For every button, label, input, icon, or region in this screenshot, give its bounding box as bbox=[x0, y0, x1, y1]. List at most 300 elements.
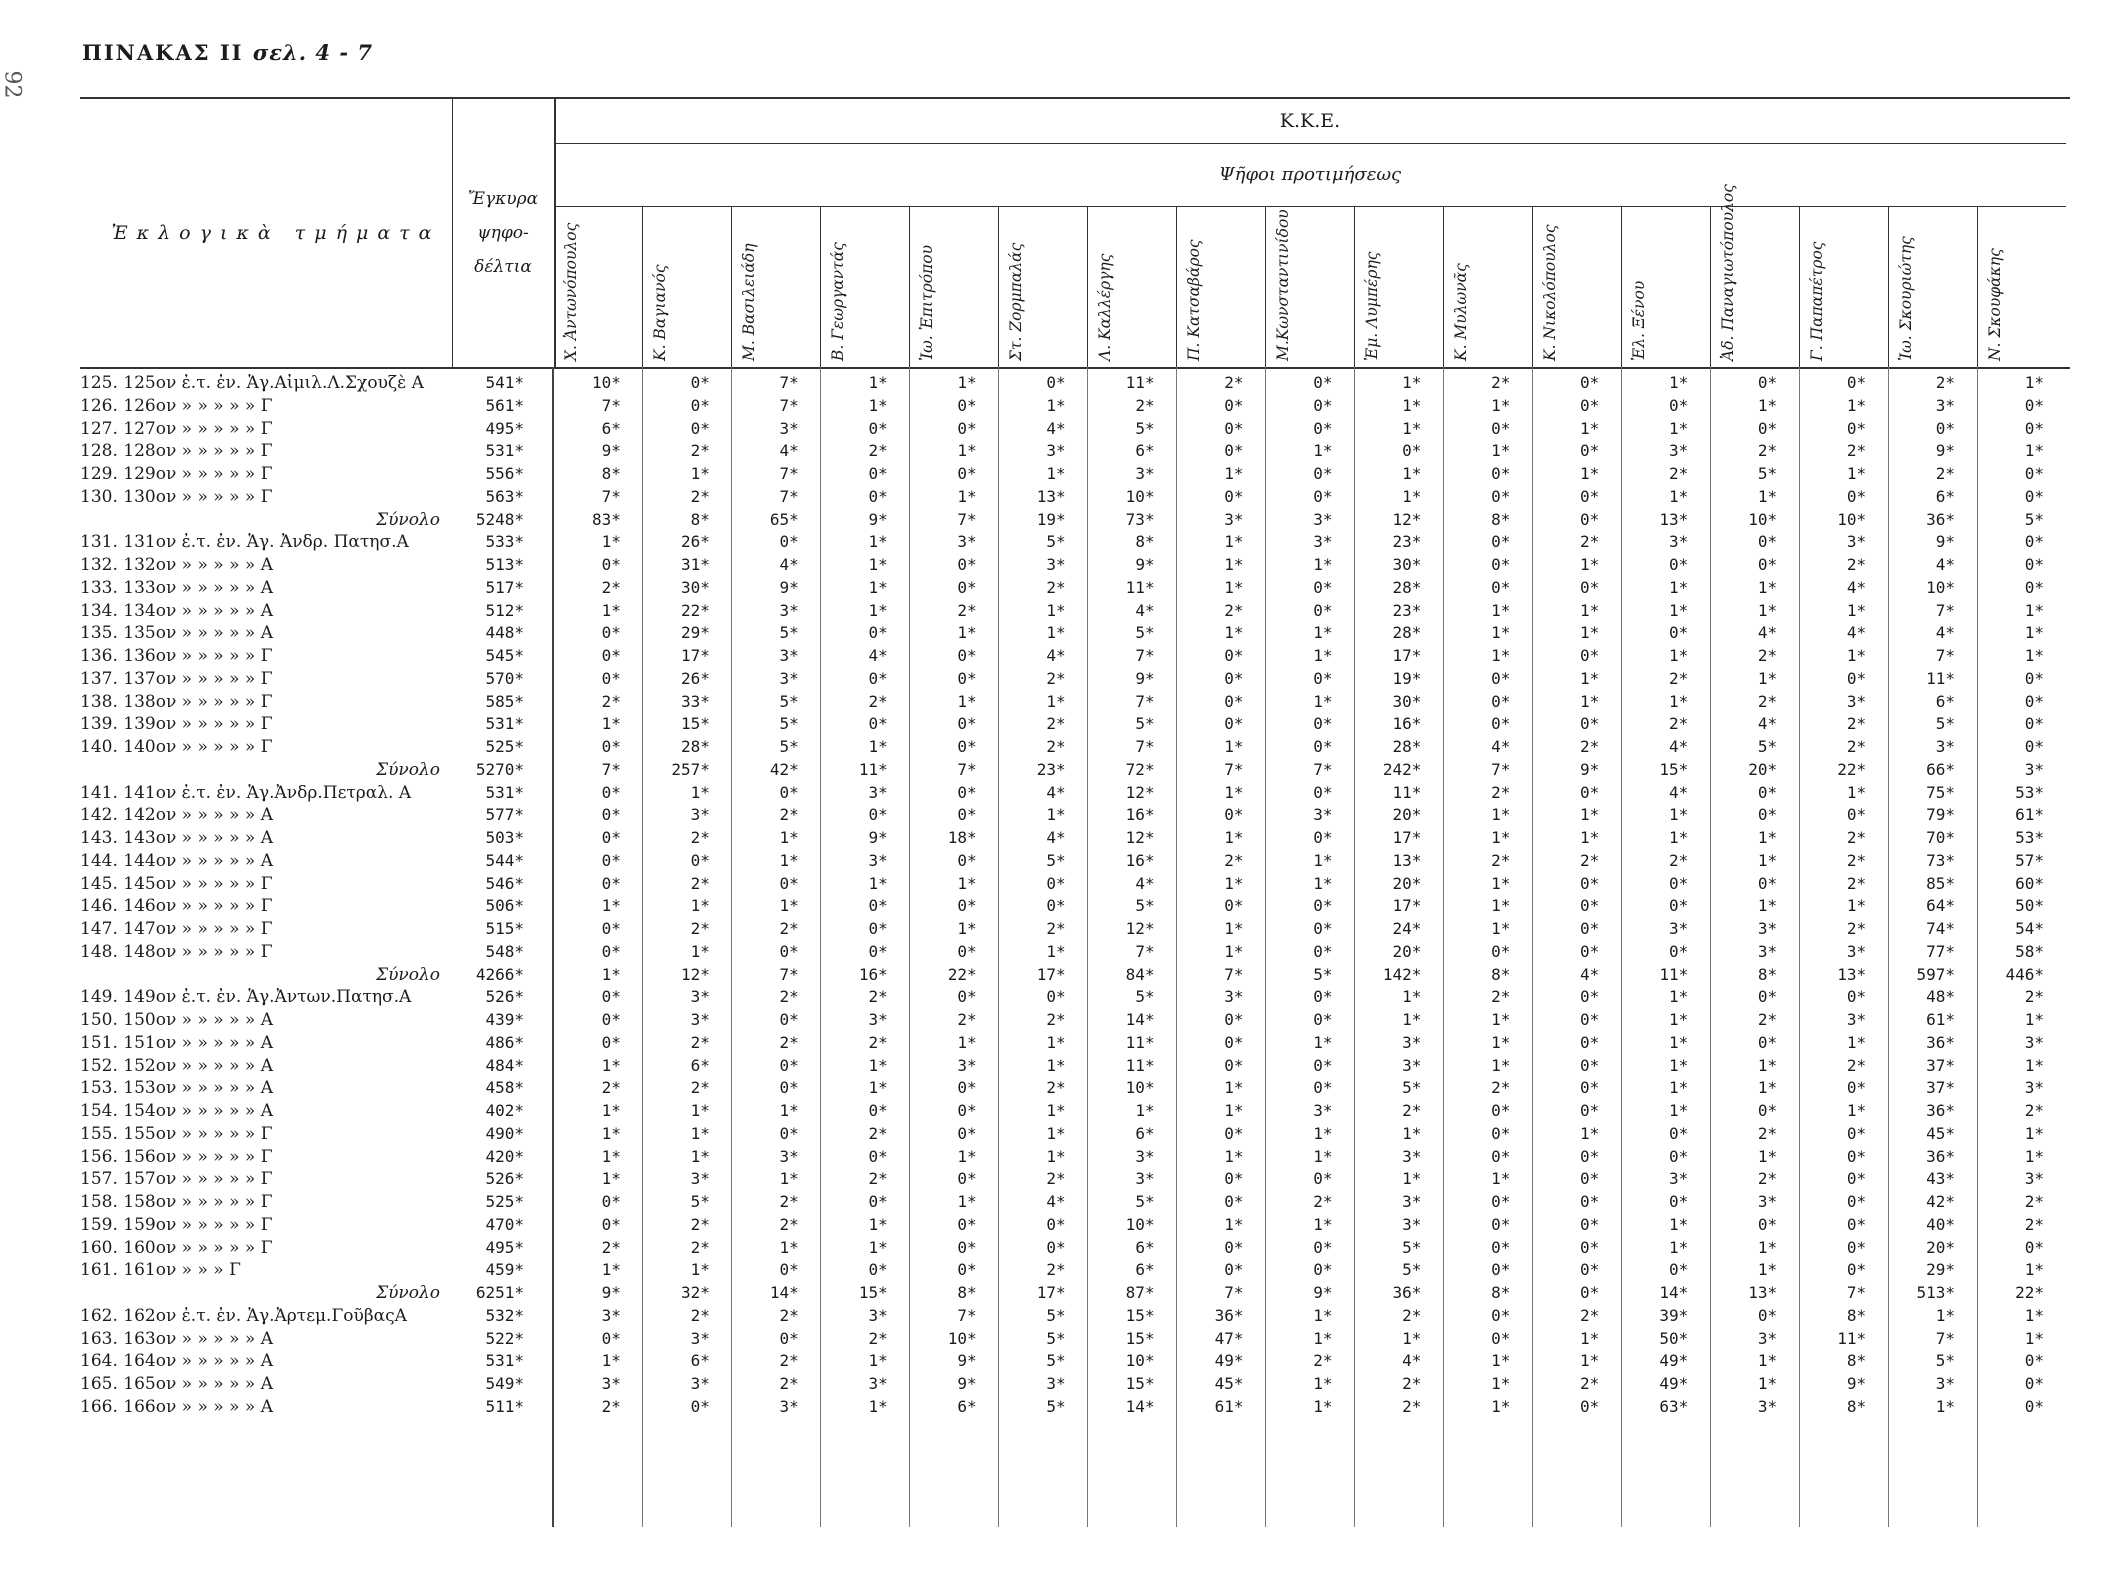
candidate-name: Μ. Βασιλειάδη bbox=[740, 243, 758, 361]
vote-cell: 0* bbox=[1313, 1078, 1333, 1098]
vote-cell: 1* bbox=[1491, 828, 1511, 847]
vote-cell: 1* bbox=[779, 1237, 799, 1257]
vote-cell: 9* bbox=[957, 1374, 977, 1393]
district-label: Σύνολο bbox=[376, 759, 440, 780]
district-label: 155. 155ον » » » » » Γ bbox=[80, 1123, 273, 1144]
vote-cell: 0* bbox=[1313, 600, 1333, 620]
district-label: 148. 148ον » » » » » Γ bbox=[80, 941, 273, 962]
vote-cell: 0* bbox=[1668, 1123, 1689, 1143]
vote-cell: 2* bbox=[1224, 850, 1244, 870]
vote-cell: 4* bbox=[1046, 646, 1066, 665]
vote-cell: 1* bbox=[1757, 668, 1778, 688]
vote-cell: 7* bbox=[779, 373, 799, 392]
vote-cell: 2* bbox=[601, 1078, 621, 1098]
vote-cell: 1* bbox=[957, 373, 977, 392]
vote-cell: 1* bbox=[1491, 1374, 1511, 1393]
table-row bbox=[80, 622, 2070, 645]
candidate-name: Ἰω. Σκουριώτης bbox=[1897, 236, 1915, 361]
vote-cell: 2* bbox=[779, 805, 799, 825]
vote-cell: 7* bbox=[779, 964, 799, 984]
vote-cell: 1* bbox=[1668, 600, 1689, 620]
vote-cell: 0* bbox=[1491, 555, 1511, 574]
vote-cell: 1* bbox=[1402, 373, 1422, 392]
vote-cell: 0* bbox=[1580, 714, 1600, 734]
vote-cell: 7* bbox=[779, 486, 799, 506]
vote-cell: 0* bbox=[868, 668, 888, 688]
vote-cell: 1* bbox=[1935, 1305, 1956, 1325]
vote-cell: 60* bbox=[2015, 873, 2044, 893]
vote-cell: 7* bbox=[1135, 737, 1155, 756]
vote-cell: 20* bbox=[1392, 805, 1422, 825]
vote-cell: 1* bbox=[1224, 782, 1244, 802]
vote-cell: 5* bbox=[1402, 1237, 1422, 1257]
vote-cell: 0* bbox=[1224, 896, 1244, 916]
vote-cell: 0* bbox=[1313, 418, 1333, 438]
header-preference-votes: Ψῆφοι προτιμήσεως bbox=[554, 143, 2066, 207]
vote-cell: 1* bbox=[1580, 600, 1600, 620]
vote-cell: 0* bbox=[2024, 1374, 2044, 1393]
vote-cell: 0* bbox=[1491, 1123, 1511, 1143]
valid-ballots-cell: 549* bbox=[485, 1374, 524, 1393]
vote-cell: 0* bbox=[779, 941, 799, 961]
vote-cell: 1* bbox=[1224, 1214, 1244, 1234]
vote-cell: 3* bbox=[1402, 1055, 1422, 1075]
vote-cell: 0* bbox=[1757, 418, 1778, 438]
vote-cell: 1* bbox=[1313, 1032, 1333, 1052]
vote-cell: 16* bbox=[1125, 850, 1155, 870]
vote-cell: 2* bbox=[690, 1237, 710, 1257]
vote-cell: 7* bbox=[1935, 600, 1956, 620]
vote-cell: 513* bbox=[1916, 1283, 1956, 1302]
vote-cell: 3* bbox=[1402, 1192, 1422, 1211]
candidate-header-1 bbox=[643, 206, 732, 367]
vote-cell: 8* bbox=[690, 509, 710, 529]
vote-cell: 0* bbox=[1580, 919, 1600, 938]
vote-cell: 0* bbox=[601, 1192, 621, 1211]
vote-cell: 17* bbox=[1036, 964, 1066, 984]
vote-cell: 5* bbox=[1757, 737, 1778, 756]
vote-cell: 0* bbox=[957, 1078, 977, 1098]
vote-cell: 5* bbox=[2024, 509, 2044, 529]
district-label: 159. 159ον » » » » » Γ bbox=[80, 1214, 273, 1235]
vote-cell: 1* bbox=[957, 441, 977, 461]
vote-cell: 2* bbox=[1580, 1374, 1600, 1393]
vote-cell: 5* bbox=[1935, 1351, 1956, 1371]
vote-cell: 0* bbox=[779, 1010, 799, 1029]
vote-cell: 1* bbox=[1846, 395, 1867, 415]
vote-cell: 4* bbox=[1668, 782, 1689, 802]
vote-cell: 2* bbox=[868, 1032, 888, 1052]
vote-cell: 29* bbox=[680, 623, 710, 643]
vote-cell: 23* bbox=[1036, 759, 1066, 779]
table-row bbox=[80, 1305, 2070, 1328]
vote-cell: 1* bbox=[957, 1192, 977, 1211]
vote-cell: 7* bbox=[779, 464, 799, 483]
vote-cell: 31* bbox=[680, 555, 710, 574]
vote-cell: 0* bbox=[1313, 395, 1333, 415]
vote-cell: 2* bbox=[1757, 1010, 1778, 1029]
table-row bbox=[80, 1237, 2070, 1260]
vote-cell: 9* bbox=[1313, 1283, 1333, 1302]
table-row bbox=[80, 418, 2070, 441]
vote-cell: 49* bbox=[1214, 1351, 1244, 1371]
vote-cell: 0* bbox=[1224, 1032, 1244, 1052]
vote-cell: 3* bbox=[1757, 1192, 1778, 1211]
vote-cell: 5* bbox=[1135, 1192, 1155, 1211]
vote-cell: 3* bbox=[1668, 532, 1689, 552]
district-label: 129. 129ον » » » » » Γ bbox=[80, 464, 273, 484]
valid-ballots-cell: 515* bbox=[485, 919, 524, 938]
candidate-header-10 bbox=[1444, 206, 1533, 367]
vote-cell: 10* bbox=[1125, 1078, 1155, 1098]
vote-cell: 0* bbox=[601, 1010, 621, 1029]
valid-ballots-cell: 522* bbox=[485, 1328, 524, 1348]
vote-cell: 3* bbox=[601, 1305, 621, 1325]
vote-cell: 1* bbox=[1491, 395, 1511, 415]
vote-cell: 7* bbox=[601, 486, 621, 506]
vote-cell: 1* bbox=[1491, 1010, 1511, 1029]
vote-cell: 1* bbox=[601, 1169, 621, 1189]
vote-cell: 7* bbox=[957, 509, 977, 529]
table-row bbox=[80, 668, 2070, 691]
vote-cell: 1* bbox=[601, 1260, 621, 1280]
vote-cell: 1* bbox=[1668, 1055, 1689, 1075]
table-row bbox=[80, 1032, 2070, 1055]
vote-cell: 9* bbox=[1935, 532, 1956, 552]
vote-cell: 1* bbox=[2024, 1328, 2044, 1348]
vote-cell: 15* bbox=[1125, 1305, 1155, 1325]
vote-cell: 1* bbox=[601, 964, 621, 984]
vote-cell: 5* bbox=[1935, 714, 1956, 734]
table-row bbox=[80, 1077, 2070, 1100]
vote-cell: 3* bbox=[1224, 509, 1244, 529]
valid-ballots-cell: 563* bbox=[485, 486, 524, 506]
vote-cell: 87* bbox=[1125, 1283, 1155, 1302]
vote-cell: 2* bbox=[1491, 1078, 1511, 1098]
vote-cell: 1* bbox=[1757, 1055, 1778, 1075]
valid-ballots-cell: 506* bbox=[485, 896, 524, 916]
vote-cell: 50* bbox=[1659, 1328, 1689, 1348]
vote-cell: 1* bbox=[1668, 373, 1689, 392]
vote-cell: 2* bbox=[690, 1305, 710, 1325]
vote-cell: 54* bbox=[2015, 919, 2044, 938]
vote-cell: 0* bbox=[1846, 1169, 1867, 1189]
vote-cell: 4* bbox=[1491, 737, 1511, 756]
vote-cell: 0* bbox=[601, 919, 621, 938]
vote-cell: 2* bbox=[1046, 919, 1066, 938]
vote-cell: 4* bbox=[1046, 828, 1066, 847]
vote-cell: 1* bbox=[1757, 395, 1778, 415]
vote-cell: 0* bbox=[1846, 373, 1867, 392]
vote-cell: 77* bbox=[1926, 941, 1956, 961]
vote-cell: 11* bbox=[1125, 577, 1155, 597]
vote-cell: 0* bbox=[1313, 919, 1333, 938]
vote-cell: 37* bbox=[1926, 1055, 1956, 1075]
vote-cell: 1* bbox=[1224, 532, 1244, 552]
vote-cell: 1* bbox=[1668, 1010, 1689, 1029]
vote-cell: 0* bbox=[1846, 418, 1867, 438]
candidate-header-8 bbox=[1266, 206, 1355, 367]
vote-cell: 0* bbox=[779, 873, 799, 893]
vote-cell: 0* bbox=[1224, 395, 1244, 415]
vote-cell: 1* bbox=[957, 1032, 977, 1052]
vote-cell: 7* bbox=[601, 759, 621, 779]
vote-cell: 17* bbox=[1036, 1283, 1066, 1302]
vote-cell: 0* bbox=[957, 555, 977, 574]
vote-cell: 4* bbox=[1935, 555, 1956, 574]
vote-cell: 0* bbox=[1580, 373, 1600, 392]
vote-cell: 0* bbox=[2024, 418, 2044, 438]
valid-ballots-cell: 577* bbox=[485, 805, 524, 825]
vote-cell: 2* bbox=[1402, 1396, 1422, 1416]
vote-cell: 2* bbox=[779, 1374, 799, 1393]
vote-cell: 3* bbox=[868, 1305, 888, 1325]
vote-cell: 0* bbox=[1580, 941, 1600, 961]
vote-cell: 0* bbox=[1224, 1010, 1244, 1029]
vote-cell: 9* bbox=[1580, 759, 1600, 779]
vote-cell: 2* bbox=[1846, 1055, 1867, 1075]
vote-cell: 2* bbox=[1757, 1123, 1778, 1143]
vote-cell: 2* bbox=[1046, 737, 1066, 756]
vote-cell: 28* bbox=[1392, 623, 1422, 643]
table-row bbox=[80, 1168, 2070, 1191]
vote-cell: 3* bbox=[1046, 555, 1066, 574]
vote-cell: 3* bbox=[779, 600, 799, 620]
valid-ballots-cell: 513* bbox=[485, 555, 524, 574]
vote-cell: 2* bbox=[868, 441, 888, 461]
vote-cell: 0* bbox=[601, 623, 621, 643]
vote-cell: 1* bbox=[1757, 486, 1778, 506]
table-row bbox=[80, 895, 2070, 918]
vote-cell: 3* bbox=[868, 850, 888, 870]
vote-cell: 0* bbox=[1757, 1214, 1778, 1234]
vote-cell: 0* bbox=[957, 1101, 977, 1120]
vote-cell: 0* bbox=[1580, 1169, 1600, 1189]
vote-cell: 11* bbox=[1392, 782, 1422, 802]
district-label: 160. 160ον » » » » » Γ bbox=[80, 1237, 273, 1258]
vote-cell: 3* bbox=[957, 532, 977, 552]
vote-cell: 0* bbox=[779, 1260, 799, 1280]
vote-cell: 13* bbox=[1036, 486, 1066, 506]
vote-cell: 9* bbox=[779, 577, 799, 597]
vote-cell: 3* bbox=[1135, 1169, 1155, 1189]
valid-ballots-cell: 439* bbox=[485, 1010, 524, 1029]
vote-cell: 1* bbox=[1491, 873, 1511, 893]
vote-cell: 1* bbox=[601, 532, 621, 552]
vote-cell: 84* bbox=[1125, 964, 1155, 984]
district-label: 151. 151ον » » » » » Α bbox=[80, 1032, 273, 1053]
vote-cell: 2* bbox=[1668, 850, 1689, 870]
valid-ballots-cell: 495* bbox=[485, 1237, 524, 1257]
vote-cell: 0* bbox=[957, 1169, 977, 1189]
vote-cell: 0* bbox=[1757, 873, 1778, 893]
vote-cell: 1* bbox=[1046, 1146, 1066, 1166]
vote-cell: 3* bbox=[1402, 1214, 1422, 1234]
vote-cell: 49* bbox=[1659, 1351, 1689, 1371]
table-row bbox=[80, 782, 2070, 805]
vote-cell: 8* bbox=[1491, 964, 1511, 984]
valid-ballots-cell: 531* bbox=[485, 1351, 524, 1371]
vote-cell: 1* bbox=[1313, 1328, 1333, 1348]
valid-ballots-cell: 495* bbox=[485, 418, 524, 438]
vote-cell: 1* bbox=[779, 896, 799, 916]
header-valid-ballots bbox=[452, 99, 556, 367]
vote-cell: 14* bbox=[1659, 1283, 1689, 1302]
vote-cell: 15* bbox=[858, 1283, 888, 1302]
district-label: 140. 140ον » » » » » Γ bbox=[80, 737, 273, 757]
vote-cell: 2* bbox=[2024, 987, 2044, 1007]
vote-cell: 1* bbox=[690, 464, 710, 483]
vote-cell: 1* bbox=[1491, 896, 1511, 916]
vote-cell: 3* bbox=[1846, 1010, 1867, 1029]
district-label: 149. 149ον ἐ.τ. ἐν. Ἁγ.Ἀντων.Πατησ.Α bbox=[80, 987, 412, 1008]
vote-cell: 3* bbox=[1846, 532, 1867, 552]
vote-cell: 1* bbox=[1046, 464, 1066, 483]
vote-cell: 1* bbox=[1402, 486, 1422, 506]
vote-cell: 0* bbox=[601, 668, 621, 688]
vote-cell: 1* bbox=[690, 941, 710, 961]
table-row bbox=[80, 1396, 2070, 1419]
vote-cell: 1* bbox=[1580, 691, 1600, 711]
vote-cell: 47* bbox=[1214, 1328, 1244, 1348]
vote-cell: 1* bbox=[1846, 464, 1867, 483]
vote-cell: 14* bbox=[1125, 1010, 1155, 1029]
table-row bbox=[80, 918, 2070, 941]
candidate-header-0 bbox=[554, 206, 643, 367]
valid-ballots-cell: 525* bbox=[485, 1192, 524, 1211]
vote-cell: 8* bbox=[1846, 1351, 1867, 1371]
vote-cell: 4* bbox=[779, 555, 799, 574]
valid-ballots-cell: 526* bbox=[485, 1169, 524, 1189]
vote-cell: 1* bbox=[2024, 441, 2044, 461]
vote-cell: 0* bbox=[1580, 646, 1600, 665]
vote-cell: 0* bbox=[957, 1123, 977, 1143]
vote-cell: 1* bbox=[1668, 646, 1689, 665]
vote-cell: 1* bbox=[1668, 418, 1689, 438]
valid-ballots-cell: 531* bbox=[485, 714, 524, 734]
vote-cell: 17* bbox=[1392, 896, 1422, 916]
vote-cell: 0* bbox=[957, 941, 977, 961]
candidate-name: Ἐλ. Ξένου bbox=[1630, 280, 1648, 361]
vote-cell: 3* bbox=[868, 782, 888, 802]
vote-cell: 0* bbox=[601, 850, 621, 870]
vote-cell: 0* bbox=[1491, 1237, 1511, 1257]
vote-cell: 65* bbox=[769, 509, 799, 529]
vote-cell: 1* bbox=[1402, 464, 1422, 483]
vote-cell: 1* bbox=[1668, 805, 1689, 825]
vote-cell: 1* bbox=[1402, 395, 1422, 415]
vote-cell: 0* bbox=[1224, 1260, 1244, 1280]
vote-cell: 12* bbox=[1125, 828, 1155, 847]
vote-cell: 0* bbox=[957, 646, 977, 665]
vote-cell: 4* bbox=[1402, 1351, 1422, 1371]
district-label: 166. 166ον » » » » » Α bbox=[80, 1396, 273, 1417]
vote-cell: 12* bbox=[1125, 782, 1155, 802]
vote-cell: 23* bbox=[1392, 532, 1422, 552]
vote-cell: 6* bbox=[601, 418, 621, 438]
vote-cell: 2* bbox=[1402, 1305, 1422, 1325]
table-row bbox=[80, 941, 2070, 964]
vote-cell: 32* bbox=[680, 1283, 710, 1302]
vote-cell: 4* bbox=[1046, 782, 1066, 802]
vote-cell: 8* bbox=[1135, 532, 1155, 552]
vote-cell: 2* bbox=[1846, 555, 1867, 574]
vote-cell: 3* bbox=[1046, 1374, 1066, 1393]
vote-cell: 2* bbox=[1757, 691, 1778, 711]
vote-cell: 66* bbox=[1926, 759, 1956, 779]
vote-cell: 0* bbox=[1491, 532, 1511, 552]
vote-cell: 0* bbox=[1491, 486, 1511, 506]
vote-cell: 1* bbox=[1668, 1101, 1689, 1120]
vote-cell: 7* bbox=[1491, 759, 1511, 779]
vote-cell: 4* bbox=[1935, 623, 1956, 643]
vote-cell: 0* bbox=[1580, 441, 1600, 461]
valid-ballots-cell: 486* bbox=[485, 1032, 524, 1052]
vote-cell: 0* bbox=[957, 1214, 977, 1234]
vote-cell: 0* bbox=[1846, 1123, 1867, 1143]
district-label: 144. 144ον » » » » » Α bbox=[80, 850, 273, 871]
vote-cell: 6* bbox=[1135, 441, 1155, 461]
vote-cell: 20* bbox=[1392, 941, 1422, 961]
vote-cell: 1* bbox=[1313, 646, 1333, 665]
vote-cell: 1* bbox=[868, 1396, 888, 1416]
vote-cell: 1* bbox=[1224, 623, 1244, 643]
vote-cell: 1* bbox=[1491, 1055, 1511, 1075]
vote-cell: 0* bbox=[868, 1260, 888, 1280]
vote-cell: 2* bbox=[1580, 532, 1600, 552]
vote-cell: 0* bbox=[1580, 1237, 1600, 1257]
vote-cell: 3* bbox=[1668, 919, 1689, 938]
valid-ballots-cell: 6251* bbox=[475, 1283, 524, 1302]
vote-cell: 0* bbox=[1224, 646, 1244, 665]
vote-cell: 37* bbox=[1926, 1078, 1956, 1098]
vote-cell: 6* bbox=[690, 1351, 710, 1371]
vote-cell: 1* bbox=[1402, 1328, 1422, 1348]
vote-cell: 1* bbox=[1224, 464, 1244, 483]
vote-cell: 1* bbox=[1046, 805, 1066, 825]
vote-cell: 0* bbox=[601, 873, 621, 893]
vote-cell: 2* bbox=[690, 486, 710, 506]
district-label: 128. 128ον » » » » » Γ bbox=[80, 441, 273, 462]
valid-ballots-cell: 525* bbox=[485, 737, 524, 756]
vote-cell: 0* bbox=[690, 373, 710, 392]
vote-cell: 10* bbox=[1926, 577, 1956, 597]
vote-cell: 1* bbox=[1580, 1351, 1600, 1371]
vote-cell: 0* bbox=[1224, 1055, 1244, 1075]
vote-cell: 1* bbox=[2024, 1055, 2044, 1075]
vote-cell: 10* bbox=[592, 373, 621, 392]
vote-cell: 2* bbox=[1046, 1260, 1066, 1280]
vote-cell: 8* bbox=[1491, 509, 1511, 529]
table-row bbox=[80, 1350, 2070, 1373]
vote-cell: 2* bbox=[1491, 373, 1511, 392]
table-row bbox=[80, 873, 2070, 896]
vote-cell: 1* bbox=[1846, 896, 1867, 916]
vote-cell: 0* bbox=[1224, 1192, 1244, 1211]
vote-cell: 10* bbox=[1125, 1351, 1155, 1371]
vote-cell: 11* bbox=[1125, 373, 1155, 392]
vote-cell: 5* bbox=[1135, 987, 1155, 1007]
vote-cell: 2* bbox=[779, 987, 799, 1007]
vote-cell: 33* bbox=[680, 691, 710, 711]
vote-cell: 3* bbox=[1135, 1146, 1155, 1166]
vote-cell: 5* bbox=[1046, 532, 1066, 552]
vote-cell: 0* bbox=[2024, 532, 2044, 552]
vote-cell: 13* bbox=[1837, 964, 1867, 984]
vote-cell: 1* bbox=[1046, 600, 1066, 620]
vote-cell: 3* bbox=[1668, 1169, 1689, 1189]
vote-cell: 7* bbox=[1135, 646, 1155, 665]
